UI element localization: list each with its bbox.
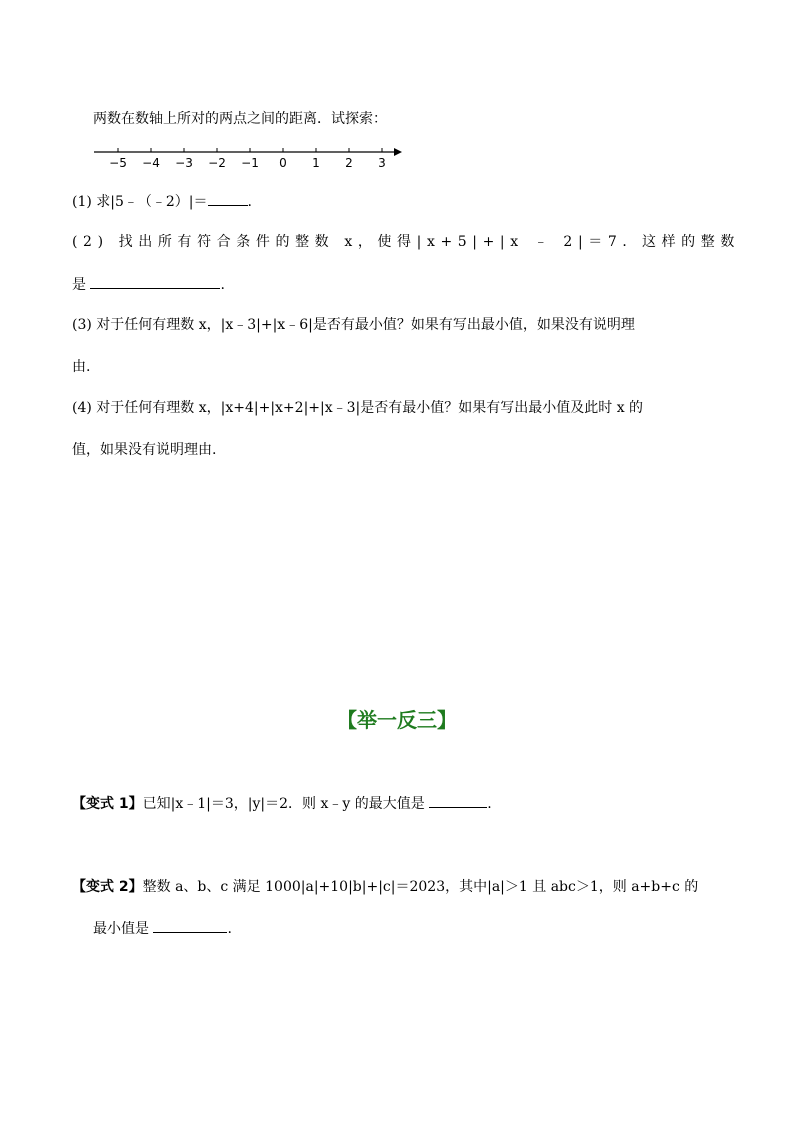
variant-1-tag: 【变式 1】: [72, 796, 143, 812]
number-line-tick-label: 0: [279, 156, 287, 170]
question-2-end: .: [220, 277, 225, 293]
question-4: (4) 对于任何有理数 x，|x+4|+|x+2|+|x﹣3|是否有最小值？如果有写出最小值及此时 x 的: [72, 400, 644, 416]
variant-2: [72, 877, 698, 897]
section-heading: 【举一反三】: [337, 708, 457, 732]
variant-2-end: .: [227, 921, 232, 937]
variant-2-text: 整数 a、b、c 满足 1000|a|+10|b|+|c|＝2023，其中|a|＞1 且 abc＞1，则 a+b+c 的: [142, 879, 699, 895]
number-line-tick-label: −5: [109, 156, 127, 170]
number-line-tick-label: −3: [175, 156, 193, 170]
intro-text: 两数在数轴上所对的两点之间的距离．试探索：: [93, 111, 387, 127]
number-line-tick-label: 2: [345, 156, 353, 170]
question-1-text: (1) 求|5﹣（﹣2）|＝: [72, 194, 208, 210]
question-2: (2) 找出所有符合条件的整数 x，使得|x+5|+|x ﹣ 2|＝7．这样的整数: [72, 234, 740, 250]
answer-blank-1[interactable]: [208, 191, 248, 206]
number-line-tick-label: −4: [142, 156, 160, 170]
question-1: [72, 191, 252, 212]
question-3-line2: 由.: [72, 359, 91, 375]
number-line-tick-label: 1: [312, 156, 320, 170]
variant-2-tag: 【变式 2】: [72, 879, 143, 895]
question-3: (3) 对于任何有理数 x，|x﹣3|+|x﹣6|是否有最小值？如果有写出最小值，如果没有说明理: [72, 317, 635, 333]
number-line-arrow: [394, 148, 402, 156]
question-1-end: .: [247, 194, 252, 210]
variant-1-text: 已知|x﹣1|＝3，|y|＝2．则 x﹣y 的最大值是: [142, 796, 430, 812]
variant-1: [72, 793, 492, 814]
variant-2-line2-text: 最小值是: [93, 921, 154, 937]
variant-1-end: .: [487, 796, 492, 812]
answer-blank-v2[interactable]: [153, 918, 227, 933]
question-4-line2: 值，如果没有说明理由.: [72, 442, 217, 458]
variant-2-line2: [93, 918, 232, 939]
number-line-tick-label: 3: [378, 156, 386, 170]
number-line-tick-label: −1: [241, 156, 259, 170]
number-line-tick-label: −2: [208, 156, 226, 170]
answer-blank-2[interactable]: [90, 274, 220, 289]
number-line: [86, 140, 406, 174]
answer-blank-v1[interactable]: [429, 793, 487, 808]
question-2-line2-text: 是: [72, 277, 91, 293]
question-2-line2: [72, 274, 225, 295]
